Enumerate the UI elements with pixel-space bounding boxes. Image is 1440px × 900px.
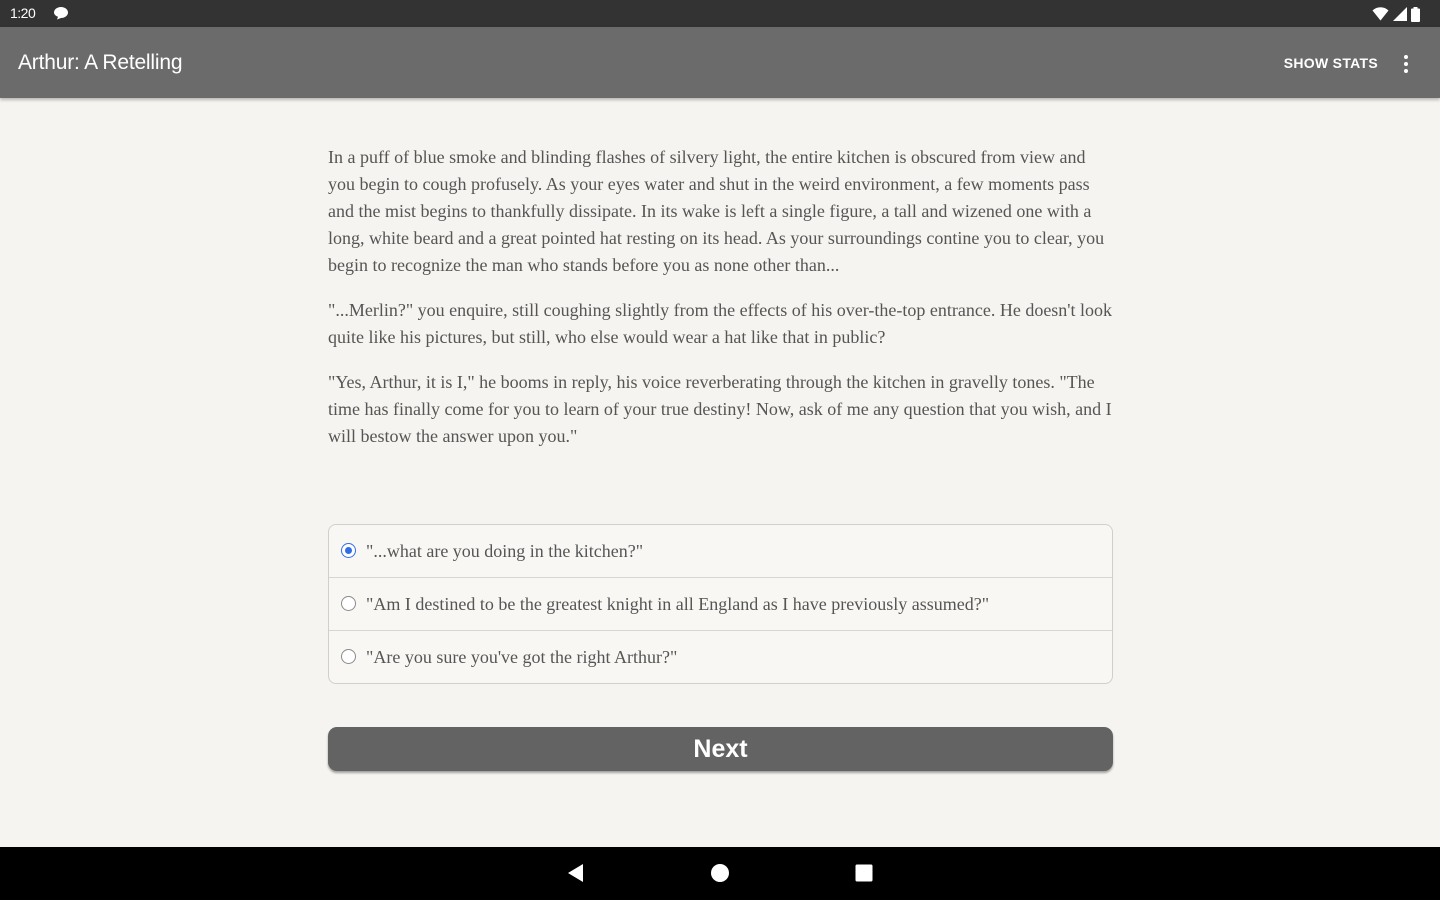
home-icon[interactable]	[708, 861, 732, 885]
status-bar	[0, 0, 1440, 27]
story-paragraph: "...Merlin?" you enquire, still coughing slightly from the effects of his over-the-top entrance. He doesn't look quite like his pictures, but still, who else would wear a hat like that in public?	[328, 300, 1113, 347]
back-icon[interactable]	[564, 861, 588, 885]
battery-icon	[1411, 7, 1420, 22]
next-button[interactable]: Next	[328, 727, 1113, 771]
story-paragraph: In a puff of blue smoke and blinding flashes of silvery light, the entire kitchen is obscured from view and you begin to cough profusely. As your eyes water and shut in the weird environment, a few moments pass and the mist begins to thankfully dissipate. In its wake is left a single figure, a tall and wizened one with a long, white beard and a great pointed hat resting on its head. As your surroundings contine you to clear, you begin to recognize the man who stands before you as none other than...	[328, 147, 1105, 275]
wifi-icon	[1372, 7, 1389, 21]
choice-option[interactable]	[329, 577, 1112, 630]
overflow-menu-icon[interactable]	[1396, 53, 1416, 75]
signal-icon	[1393, 7, 1407, 21]
status-time: 1:20	[10, 5, 36, 21]
story-text	[328, 144, 1113, 468]
show-stats-button[interactable]: SHOW STATS	[1283, 55, 1378, 71]
recents-icon[interactable]	[852, 861, 876, 885]
choice-label: "...what are you doing in the kitchen?"	[366, 541, 644, 561]
radio-button[interactable]	[341, 649, 356, 664]
choice-label: "Are you sure you've got the right Arthur?"	[366, 647, 678, 667]
radio-button-selected[interactable]	[341, 543, 356, 558]
choice-list	[328, 524, 1113, 684]
choice-option[interactable]	[329, 630, 1112, 683]
message-icon	[53, 6, 69, 20]
story-paragraph: "Yes, Arthur, it is I," he booms in reply, his voice reverberating through the kitchen in gravelly tones. "The time has finally come for you to learn of your true destiny! Now, ask of me any question that you wish, and I will bestow the answer upon you."	[328, 372, 1112, 446]
status-icons	[1372, 6, 1420, 22]
app-title: Arthur: A Retelling	[18, 51, 183, 74]
choice-label: "Am I destined to be the greatest knight in all England as I have previously assumed?"	[366, 594, 990, 614]
radio-button[interactable]	[341, 596, 356, 611]
choice-option[interactable]	[329, 525, 1112, 577]
navigation-bar	[0, 847, 1440, 900]
app-bar	[0, 27, 1440, 98]
